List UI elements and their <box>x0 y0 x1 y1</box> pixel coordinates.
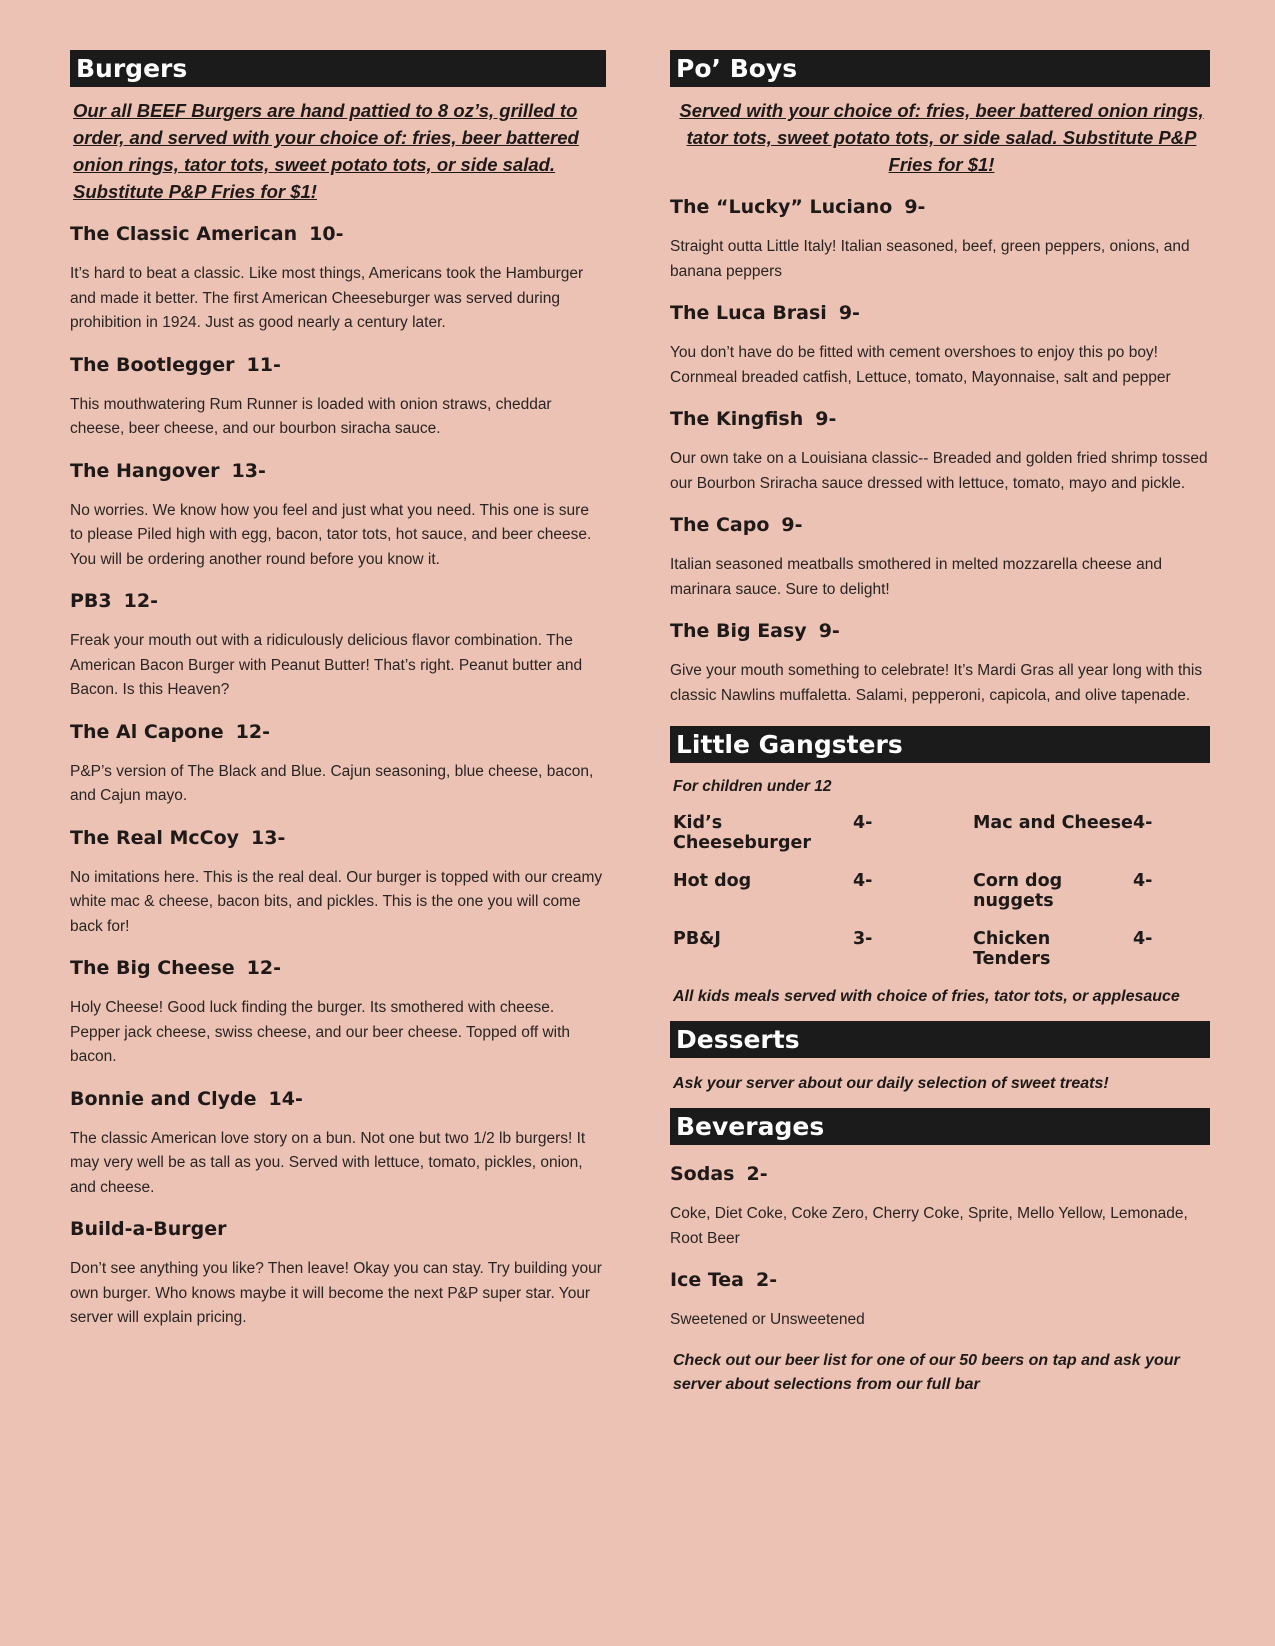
burgers-header: Burgers <box>70 50 606 87</box>
menu-item <box>70 1218 606 1331</box>
item-title <box>70 957 606 979</box>
item-title <box>70 223 606 245</box>
item-price: 9- <box>904 196 926 218</box>
item-name: The Al Capone <box>70 720 224 743</box>
desserts-note: Ask your server about our daily selection of sweet treats! <box>673 1075 1109 1092</box>
menu-item <box>670 196 1210 284</box>
kids-header: Little Gangsters <box>670 726 1210 763</box>
poboys-intro: Served with your choice of: fries, beer battered onion rings, tator tots, sweet potato tots, or side salad. Substitute P&P Fries for $1! <box>679 100 1204 175</box>
kids-item-name: Kid’s Cheeseburger <box>673 813 811 853</box>
item-name: Build-a-Burger <box>70 1218 227 1240</box>
item-description: This mouthwatering Rum Runner is loaded with onion straws, cheddar cheese, beer cheese, and our bourbon siracha sauce. <box>70 395 552 437</box>
item-title <box>670 302 1210 324</box>
item-price: 9- <box>818 620 840 642</box>
item-title <box>670 514 1210 536</box>
item-title <box>70 827 606 849</box>
item-description: Italian seasoned meatballs smothered in melted mozzarella cheese and marinara sauce. Sure to delight! <box>670 556 1162 598</box>
kids-subtitle: For children under 12 <box>673 778 832 795</box>
item-name: The Real McCoy <box>70 826 240 849</box>
item-description: Straight outta Little Italy! Italian seasoned, beef, green peppers, onions, and banana peppers <box>670 238 1190 280</box>
item-title <box>670 1163 1210 1185</box>
item-price: 9- <box>815 408 837 430</box>
menu-item <box>70 460 606 573</box>
item-price: 12- <box>246 957 281 979</box>
item-description: Don’t see anything you like? Then leave! Okay you can stay. Try building your own burger. Who knows maybe it will become the next P&P super star. Your server will explain pricing. <box>70 1260 602 1326</box>
kids-item-price: 4- <box>853 871 873 891</box>
burgers-column <box>70 50 606 1331</box>
item-description: P&P’s version of The Black and Blue. Cajun seasoning, blue cheese, bacon, and Cajun mayo. <box>70 762 594 804</box>
item-price: 9- <box>838 302 860 324</box>
item-description: It’s hard to beat a classic. Like most things, Americans took the Hamburger and made it better. The first American Cheeseburger was served during prohibition in 1924. Just as good nearly a century later. <box>70 265 584 331</box>
menu-item <box>670 302 1210 390</box>
item-title <box>70 1218 606 1240</box>
menu-item <box>670 408 1210 496</box>
right-column <box>670 50 1210 1397</box>
kids-item-name: Chicken Tenders <box>973 929 1051 969</box>
item-description: Coke, Diet Coke, Coke Zero, Cherry Coke, Sprite, Mello Yellow, Lemonade, Root Beer <box>670 1205 1188 1247</box>
item-price: 12- <box>123 590 158 612</box>
menu-item <box>70 721 606 809</box>
beverages-header: Beverages <box>670 1108 1210 1145</box>
menu-item <box>70 590 606 703</box>
item-name: The Luca Brasi <box>670 302 827 324</box>
item-price: 14- <box>268 1087 303 1110</box>
menu-item <box>670 1269 1210 1333</box>
item-price: 9- <box>781 514 803 536</box>
menu-item <box>670 514 1210 602</box>
item-price: 12- <box>235 720 270 743</box>
item-title <box>70 721 606 743</box>
item-name: The Hangover <box>70 459 220 482</box>
item-description: Holy Cheese! Good luck finding the burger. Its smothered with cheese. Pepper jack cheese, swiss cheese, and our beer cheese. Topped off with bacon. <box>70 999 571 1065</box>
item-title <box>70 354 606 376</box>
item-description: Our own take on a Louisiana classic-- Breaded and golden fried shrimp tossed our Bourbon Sriracha sauce dressed with lettuce, tomato, mayo and pickle. <box>670 450 1208 492</box>
menu-item <box>70 354 606 442</box>
item-price: 2- <box>746 1163 768 1185</box>
beverages-note: Check out our beer list for one of our 50 beers on tap and ask your server about selections from our full bar <box>673 1351 1180 1393</box>
item-name: The Capo <box>670 514 770 536</box>
item-description: Sweetened or Unsweetened <box>670 1311 865 1328</box>
item-description: Give your mouth something to celebrate! It’s Mardi Gras all year long with this classic Nawlins muffaletta. Salami, pepperoni, capicola, and olive tapenade. <box>670 662 1203 704</box>
item-title <box>70 590 606 612</box>
item-title <box>670 408 1210 430</box>
kids-item-price: 4- <box>853 813 873 833</box>
item-price: 13- <box>251 826 286 849</box>
item-description: Freak your mouth out with a ridiculously delicious flavor combination. The American Bacon Burger with Peanut Butter! That’s right. Peanut butter and Bacon. Is this Heaven? <box>70 632 583 698</box>
item-price: 11- <box>246 353 281 376</box>
item-name: The Big Easy <box>670 620 807 642</box>
desserts-header: Desserts <box>670 1021 1210 1058</box>
kids-item-price: 4- <box>1133 871 1153 891</box>
item-name: The “Lucky” Luciano <box>670 196 893 218</box>
menu-item <box>70 1088 606 1201</box>
kids-item-name: Mac and Cheese <box>973 813 1133 833</box>
item-description: The classic American love story on a bun. Not one but two 1/2 lb burgers! It may very well be as tall as you. Served with lettuce, tomato, pickles, onion, and cheese. <box>70 1129 586 1196</box>
kids-item-price: 4- <box>1133 813 1153 833</box>
item-name: The Big Cheese <box>70 957 235 979</box>
kids-menu-grid <box>673 813 1210 969</box>
menu-item <box>670 1163 1210 1251</box>
item-name: Sodas <box>670 1163 735 1185</box>
kids-note: All kids meals served with choice of fries, tator tots, or applesauce <box>673 988 1180 1005</box>
burgers-intro: Our all BEEF Burgers are hand pattied to 8 oz’s, grilled to order, and served with your choice of: fries, beer battered onion rings, tator tots, sweet potato tots, or side salad. Substitute P&P Fries for $1! <box>73 100 579 202</box>
item-name: PB3 <box>70 590 112 612</box>
item-price: 13- <box>231 459 266 482</box>
item-description: You don’t have do be fitted with cement overshoes to enjoy this po boy! Cornmeal breaded catfish, Lettuce, tomato, Mayonnaise, salt and pepper <box>670 344 1171 386</box>
menu-item <box>70 827 606 940</box>
item-title <box>670 1269 1210 1291</box>
item-title <box>670 620 1210 642</box>
item-name: The Bootlegger <box>70 353 235 376</box>
item-name: Bonnie and Clyde <box>70 1087 257 1110</box>
item-name: The Classic American <box>70 223 298 245</box>
item-title <box>670 196 1210 218</box>
item-name: The Kingfish <box>670 408 804 430</box>
item-price: 10- <box>309 223 344 245</box>
kids-item-name: Hot dog <box>673 871 752 891</box>
menu-item <box>70 223 606 336</box>
item-description: No worries. We know how you feel and just what you need. This one is sure to please Piled high with egg, bacon, tator tots, hot sauce, and beer cheese. You will be ordering another round before you know it. <box>70 501 592 568</box>
kids-item-price: 4- <box>1133 929 1153 949</box>
item-price: 2- <box>755 1269 778 1291</box>
kids-item-name: Corn dog nuggets <box>973 871 1063 911</box>
item-title <box>70 460 606 482</box>
item-description: No imitations here. This is the real deal. Our burger is topped with our creamy white mac & cheese, bacon bits, and pickles. This is the one you will come back for! <box>70 868 603 935</box>
kids-item-name: PB&J <box>673 929 721 949</box>
menu-item <box>70 957 606 1070</box>
poboys-header: Po’ Boys <box>670 50 1210 87</box>
item-title <box>70 1088 606 1110</box>
item-name: Ice Tea <box>670 1269 744 1291</box>
kids-item-price: 3- <box>853 929 873 949</box>
menu-item <box>670 620 1210 708</box>
